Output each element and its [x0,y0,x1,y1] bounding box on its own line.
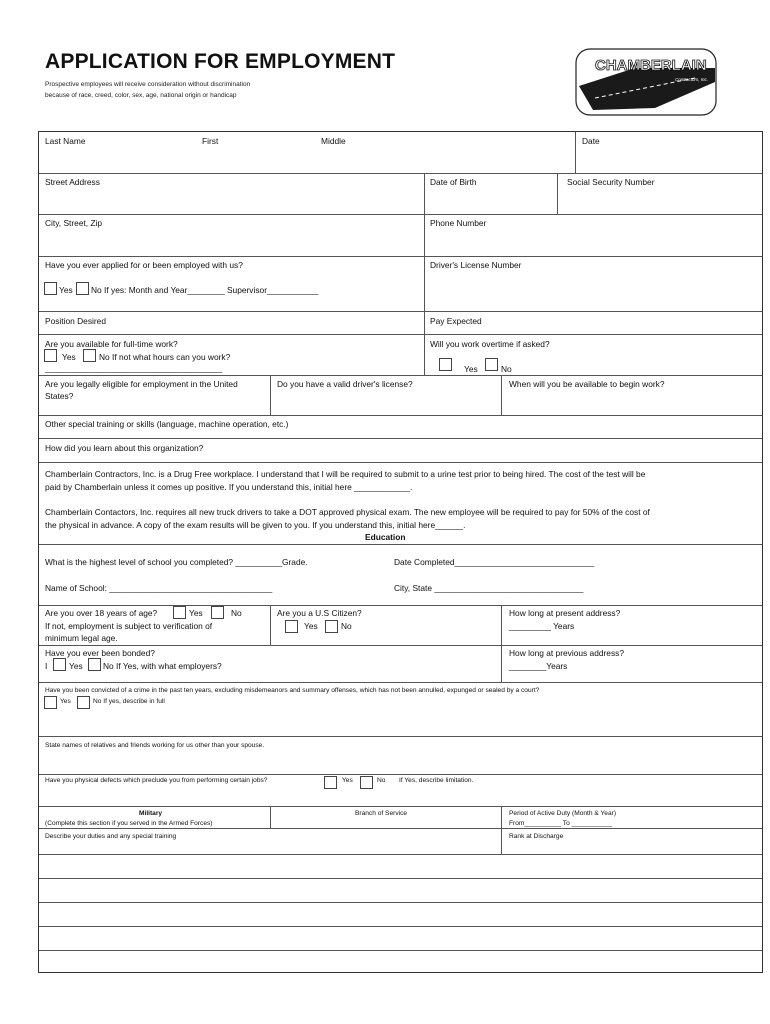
highest-school-label: What is the highest level of school you completed? __________Grade. [45,557,308,567]
previous-years-line: ________Years [509,661,568,671]
period-of-duty-label: Period of Active Duty (Month & Year) [509,810,617,817]
city-state-label: City, State ________________________________ [394,583,584,593]
overtime-label: Will you work overtime if asked? [430,339,550,349]
overtime-no-label: No [501,364,512,374]
over-18-no-checkbox[interactable] [211,606,224,619]
middle-name-label: Middle [321,136,346,146]
military-heading: Military [139,810,163,817]
applied-no-label: No If yes: Month and Year________ Supervisor___________ [91,285,319,295]
overtime-yes-checkbox[interactable] [439,358,452,371]
applied-before-label: Have you ever applied for or been employed with us? [45,260,243,270]
physical-yes-label: Yes [342,777,353,784]
bonded-no-label: No If Yes, with what employers? [103,661,222,671]
physical-limit-label: If Yes, describe limitation. [399,777,474,784]
overtime-no-checkbox[interactable] [485,358,498,371]
form-title: APPLICATION FOR EMPLOYMENT [45,50,396,73]
applied-yes-label: Yes [59,285,73,295]
rank-at-discharge-label: Rank at Discharge [509,833,564,840]
application-form [38,131,763,973]
bonded-prefix: I [45,661,48,671]
over-18-yes-label: Yes [189,608,203,618]
bonded-label: Have you ever been bonded? [45,648,155,658]
bonded-no-checkbox[interactable] [88,658,101,671]
convicted-label: Have you been convicted of a crime in the past ten years, excluding misdemeanors and summary offenses, which has not been annulled, expunged or sealed by a court? [45,687,540,694]
present-years-line: _________ Years [509,621,575,631]
duties-label: Describe your duties and any special training [45,833,177,840]
phone-number-label: Phone Number [430,218,487,228]
physical-yes-checkbox[interactable] [324,776,337,789]
valid-license-label: Do you have a valid driver's license? [277,379,413,389]
full-time-yes-checkbox[interactable] [44,349,57,362]
drivers-license-number-label: Driver's License Number [430,260,522,270]
svg-text:Contractors, Inc.: Contractors, Inc. [675,77,709,82]
svg-text:CHAMBERLAIN: CHAMBERLAIN [595,57,707,74]
overtime-yes-label: Yes [464,364,478,374]
physical-no-checkbox[interactable] [360,776,373,789]
date-of-birth-label: Date of Birth [430,177,477,187]
subtitle-line-1: Prospective employees will receive consideration without discrimination [45,81,251,88]
full-time-label: Are you available for full-time work? [45,339,178,349]
date-completed-label: Date Completed______________________________ [394,557,595,567]
applied-yes-checkbox[interactable] [44,282,57,295]
special-training-label: Other special training or skills (language, machine operation, etc.) [45,419,289,429]
over-18-yes-checkbox[interactable] [173,606,186,619]
over-18-note-2: minimum legal age. [45,633,118,643]
ssn-label: Social Security Number [567,177,655,187]
last-name-label: Last Name [45,136,86,146]
applied-no-checkbox[interactable] [76,282,89,295]
physical-defects-label: Have you physical defects which preclude you from performing certain jobs? [45,777,268,784]
full-time-hours-line: ______________________________________ [45,363,222,373]
subtitle-line-2: because of race, creed, color, sex, age, national origin or handicap [45,92,237,99]
first-name-label: First [202,136,219,146]
date-label: Date [582,136,600,146]
relatives-label: State names of relatives and friends working for us other than your spouse. [45,742,265,749]
period-from-to-line: From__________ To ___________ [509,820,612,827]
branch-of-service-label: Branch of Service [355,810,408,817]
bonded-yes-checkbox[interactable] [53,658,66,671]
us-citizen-label: Are you a U.S Citizen? [277,608,362,618]
name-of-school-label: Name of School: ___________________________________ [45,583,273,593]
position-desired-label: Position Desired [45,316,106,326]
full-time-no-checkbox[interactable] [83,349,96,362]
convicted-yes-checkbox[interactable] [44,696,57,709]
physical-no-label: No [377,777,386,784]
over-18-no-label: No [231,608,242,618]
full-time-no-label: No If not what hours can you work? [99,352,231,362]
over-18-label: Are you over 18 years of age? [45,608,158,618]
street-address-label: Street Address [45,177,100,187]
legally-eligible-label-1: Are you legally eligible for employment in the United [45,379,238,389]
us-citizen-yes-label: Yes [304,621,318,631]
us-citizen-no-label: No [341,621,352,631]
chamberlain-logo [575,48,720,118]
education-heading: Education [365,532,406,542]
over-18-note-1: If not, employment is subject to verification of [45,621,213,631]
bonded-yes-label: Yes [69,661,83,671]
pay-expected-label: Pay Expected [430,316,482,326]
drug-free-text-2: paid by Chamberlain unless it comes up positive. If you understand this, initial here ____________. [45,482,413,492]
previous-address-label: How long at previous address? [509,648,624,658]
drug-free-text-1: Chamberlain Contractors, Inc. is a Drug Free workplace. I understand that I will be required to submit to a urine test prior to being hired. The cost of the test will be [45,469,646,479]
convicted-yes-label: Yes [60,698,71,705]
learn-about-label: How did you learn about this organization? [45,443,204,453]
dot-text-1: Chamberlain Contactors, Inc. requires all new truck drivers to take a DOT approved physical exam. The new employee will be required to pay for 50% of the cost of [45,507,650,517]
legally-eligible-label-2: States? [45,391,74,401]
dot-text-2: the physical in advance. A copy of the exam results will be given to you. If you understand this, initial here______. [45,520,466,530]
present-address-label: How long at present address? [509,608,621,618]
available-begin-label: When will you be available to begin work? [509,379,665,389]
full-time-yes-label: Yes [62,352,76,362]
convicted-no-checkbox[interactable] [77,696,90,709]
city-zip-label: City, Street, Zip [45,218,103,228]
convicted-no-label: No If yes, describe in full [93,698,165,705]
us-citizen-no-checkbox[interactable] [325,620,338,633]
us-citizen-yes-checkbox[interactable] [285,620,298,633]
military-note: (Complete this section if you served in the Armed Forces) [45,820,213,827]
